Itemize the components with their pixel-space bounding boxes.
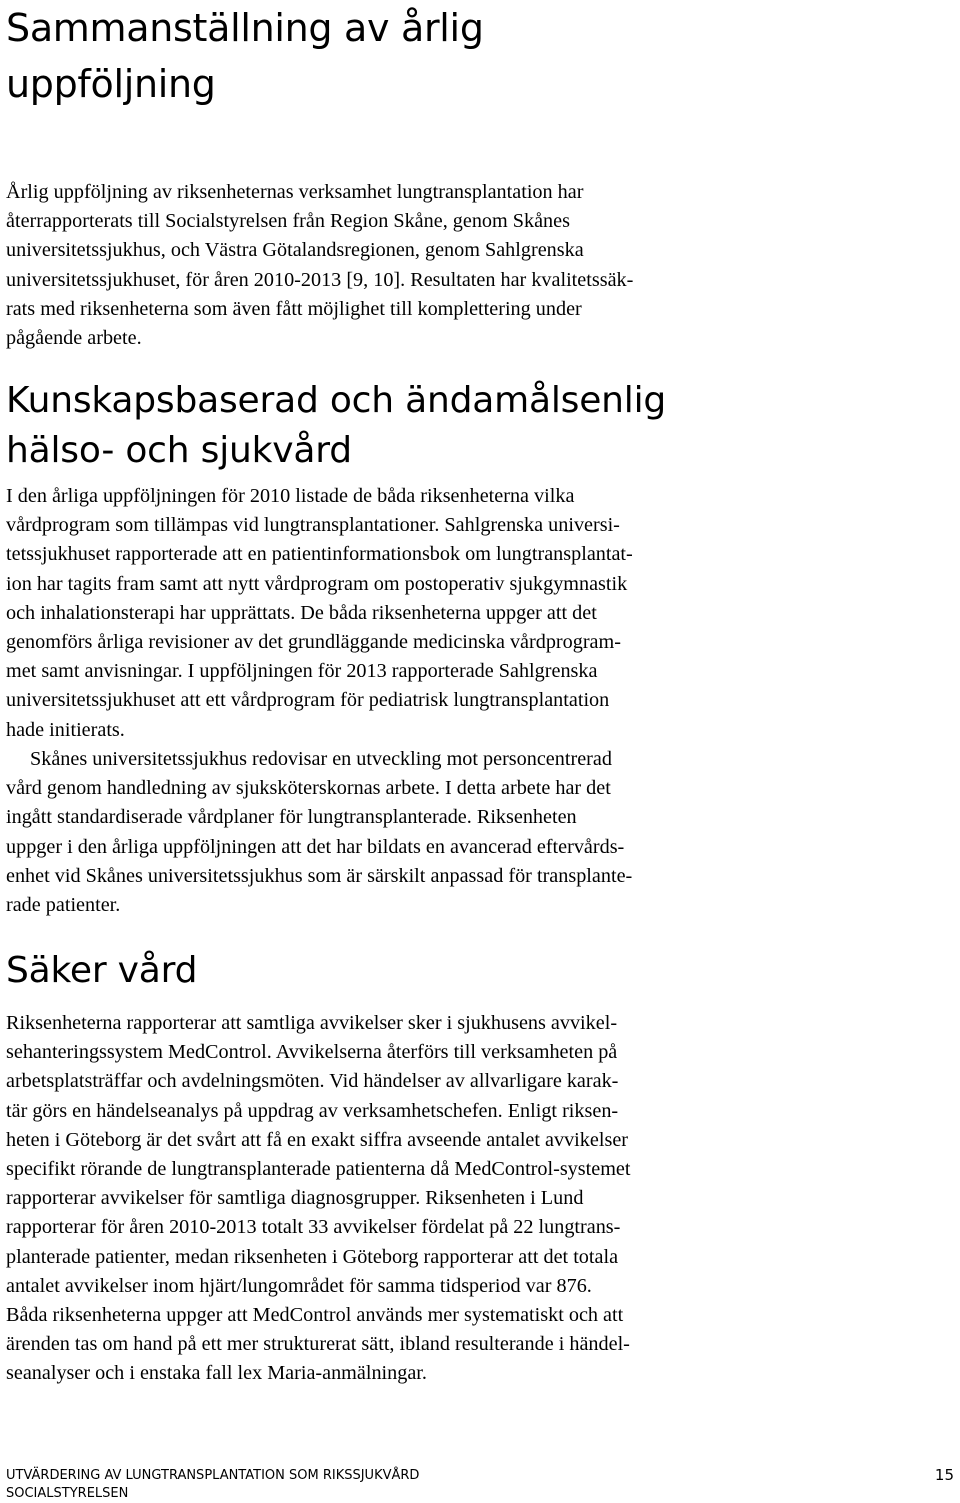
text-line: universitetssjukhuset, för åren 2010-2013 [9, 10]. Resultaten har kvalitetssäk- bbox=[6, 268, 634, 291]
text-line: pågående arbete. bbox=[6, 327, 142, 350]
text-line: vårdprogram som tillämpas vid lungtransplantationer. Sahlgrenska universi- bbox=[6, 514, 620, 537]
text-line: rade patienter. bbox=[6, 894, 121, 917]
text-line: rapporterar för åren 2010-2013 totalt 33 avvikelser fördelat på 22 lungtrans- bbox=[6, 1216, 621, 1239]
text-line: ion har tagits fram samt att nytt vårdprogram om postoperativ sjukgymnastik bbox=[6, 572, 628, 595]
intro-paragraph bbox=[6, 178, 960, 353]
text-line: genomförs årliga revisioner av det grundläggande medicinska vårdprogram- bbox=[6, 631, 621, 654]
knowledge-paragraph-2 bbox=[6, 745, 960, 920]
text-line: ärenden tas om hand på ett mer strukturerat sätt, ibland resulterande i händel- bbox=[6, 1333, 630, 1356]
text-line: sehanteringssystem MedControl. Avvikelserna återförs till verksamheten på bbox=[6, 1041, 618, 1064]
section-heading-line: Kunskapsbaserad och ändamålsenlig bbox=[6, 380, 667, 421]
text-line: Riksenheterna rapporterar att samtliga avvikelser sker i sjukhusens avvikel- bbox=[6, 1012, 618, 1034]
text-line: enhet vid Skånes universitetssjukhus som är särskilt anpassad för transplante- bbox=[6, 864, 633, 887]
text-line: heten i Göteborg är det svårt att få en exakt siffra avseende antalet avvikelser bbox=[6, 1128, 628, 1151]
text-line: återrapporterats till Socialstyrelsen från Region Skåne, genom Skånes bbox=[6, 210, 570, 233]
footer-publisher: SOCIALSTYRELSEN bbox=[6, 1486, 129, 1501]
text-line: specifikt rörande de lungtransplanterade patienterna då MedControl-systemet bbox=[6, 1158, 631, 1181]
text-line: rats med riksenheterna som även fått möjlighet till komplettering under bbox=[6, 297, 582, 320]
text-line: universitetssjukhus, och Västra Götalandsregionen, genom Sahlgrenska bbox=[6, 239, 584, 262]
page-title-line: uppföljning bbox=[6, 62, 216, 106]
text-line: uppger i den årliga uppföljningen att det har bildats en avancerad eftervårds- bbox=[6, 835, 625, 858]
text-line: met samt anvisningar. I uppföljningen för 2013 rapporterade Sahlgrenska bbox=[6, 660, 598, 683]
page-title-line: Sammanställning av årlig bbox=[6, 6, 484, 50]
text-line: hade initierats. bbox=[6, 718, 125, 741]
text-line: Årlig uppföljning av riksenheternas verksamhet lungtransplantation har bbox=[6, 181, 584, 203]
page-title bbox=[6, 0, 906, 112]
page-number: 15 bbox=[934, 1466, 954, 1484]
section-heading-line: hälso- och sjukvård bbox=[6, 430, 352, 471]
section-heading-line: Säker vård bbox=[6, 950, 198, 991]
text-line: tär görs en händelseanalys på uppdrag av verksamhetschefen. Enligt riksen- bbox=[6, 1099, 619, 1122]
text-line: Båda riksenheterna uppger att MedControl används mer systematiskt och att bbox=[6, 1304, 624, 1327]
text-line: tetssjukhuset rapporterade att en patientinformationsbok om lungtransplantat- bbox=[6, 543, 633, 566]
text-line: rapporterar avvikelser för samtliga diagnosgrupper. Riksenheten i Lund bbox=[6, 1187, 584, 1210]
safe-care-paragraph bbox=[6, 1009, 960, 1389]
section-heading-knowledge bbox=[6, 376, 666, 476]
text-line: seanalyser och i enstaka fall lex Maria-anmälningar. bbox=[6, 1362, 427, 1385]
page-footer bbox=[6, 1467, 419, 1503]
knowledge-paragraph-1 bbox=[6, 482, 960, 745]
text-line: ingått standardiserade vårdplaner för lungtransplanterade. Riksenheten bbox=[6, 806, 577, 829]
text-line: I den årliga uppföljningen för 2010 listade de båda riksenheterna vilka bbox=[6, 485, 575, 507]
footer-report-title: UTVÄRDERING AV LUNGTRANSPLANTATION SOM RIKSSJUKVÅRD bbox=[6, 1468, 420, 1483]
text-line: universitetssjukhuset att ett vårdprogram för pediatrisk lungtransplantation bbox=[6, 689, 610, 712]
text-line: arbetsplatsträffar och avdelningsmöten. Vid händelser av allvarligare karak- bbox=[6, 1070, 619, 1093]
text-line: planterade patienter, medan riksenheten i Göteborg rapporterar att det totala bbox=[6, 1245, 619, 1268]
section-heading-safe-care bbox=[6, 946, 197, 996]
text-line: antalet avvikelser inom hjärt/lungområdet för samma tidsperiod var 876. bbox=[6, 1274, 592, 1297]
text-line: vård genom handledning av sjuksköterskornas arbete. I detta arbete har det bbox=[6, 777, 611, 800]
text-line: Skånes universitetssjukhus redovisar en utveckling mot personcentrerad bbox=[30, 748, 612, 770]
text-line: och inhalationsterapi har upprättats. De båda riksenheterna uppger att det bbox=[6, 601, 597, 624]
